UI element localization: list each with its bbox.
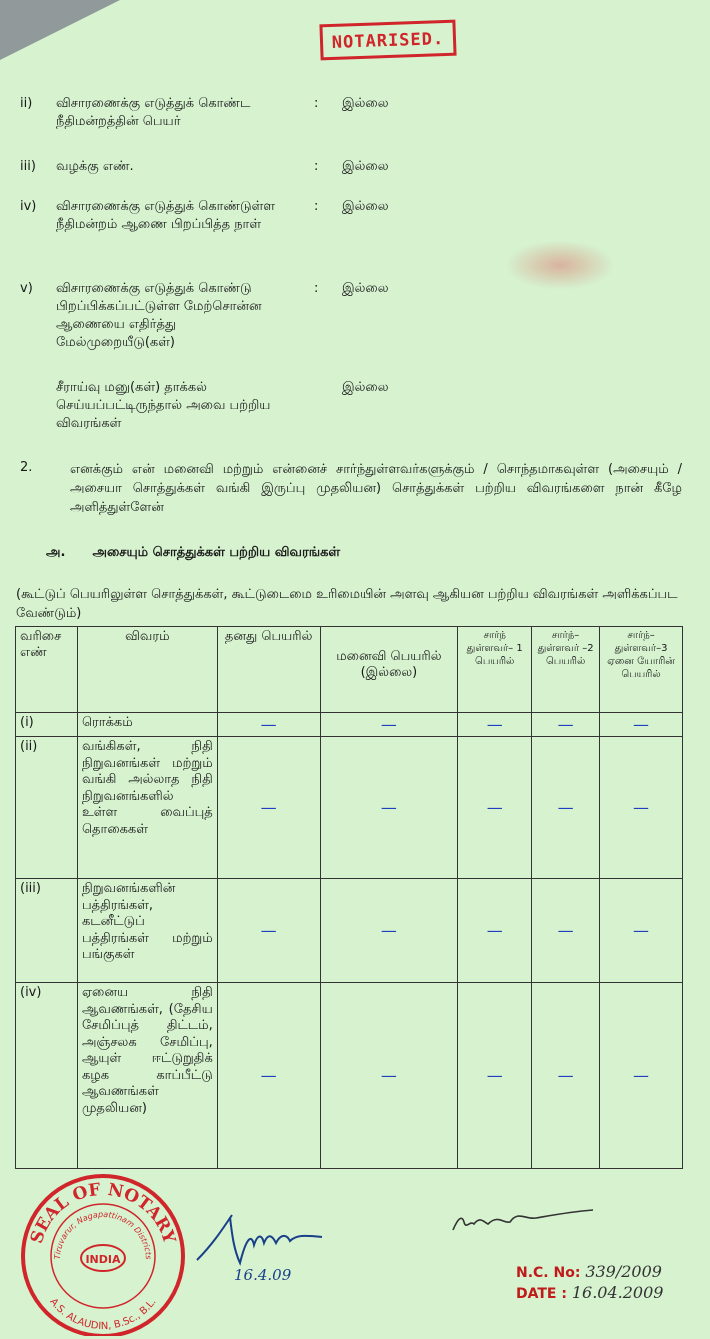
- row-value: —: [217, 713, 320, 737]
- item-colon: :: [314, 159, 319, 174]
- item-value: இல்லை: [342, 380, 389, 395]
- row-value: —: [458, 879, 532, 983]
- header-spouse: மனைவி பெயரில் (இல்லை): [320, 627, 458, 713]
- item-number: ii): [20, 96, 33, 111]
- item-label: சீராய்வு மனு(கள்) தாக்கல் செய்யப்பட்டிருந்தால் அவை பற்றிய விவரங்கள்: [56, 380, 271, 431]
- seal-top-text: SEAL OF NOTARY: [26, 1179, 180, 1246]
- row-value: —: [320, 983, 458, 1169]
- row-description: ஏனைய நிதி ஆவணங்கள், (தேசிய சேமிப்புத் திட்டம், அஞ்சலக சேமிப்பு, ஆயுள் ஈட்டுறுதிக் கழக காப்பீட்டு ஆவணங்கள் முதலியன): [77, 983, 217, 1169]
- header-dependent-1: சார்ந் துள்ளவர்– 1 பெயரில்: [458, 627, 532, 713]
- header-dependent-3: சார்ந்– துள்ளவர்–3 ஏனை யோரின் பெயரில்: [600, 627, 683, 713]
- item-colon: :: [314, 199, 319, 214]
- row-value: —: [217, 983, 320, 1169]
- date-row: [516, 1283, 663, 1304]
- nc-value: 339/2009: [585, 1262, 662, 1281]
- table-row: [16, 713, 683, 737]
- item-label: வழக்கு எண்.: [56, 159, 134, 174]
- nc-row: [516, 1262, 663, 1283]
- assets-table: [15, 626, 683, 1169]
- notary-signature: [192, 1205, 342, 1285]
- signature-date: 16.4.09: [234, 1266, 292, 1284]
- row-value: —: [532, 983, 600, 1169]
- row-value: —: [600, 879, 683, 983]
- item-value: இல்லை: [342, 199, 389, 214]
- section-paragraph: எனக்கும் என் மனைவி மற்றும் என்னைச் சார்ந்துள்ளவர்களுக்கும் / சொந்தமாகவுள்ள (அசையும் / அசையா சொத்துக்கள் வங்கி இருப்பு முதலியன) சொத்துக்கள் பற்றிய விவரங்களை நான் கீழே அளித்துள்ளேன்: [70, 462, 682, 515]
- row-value: —: [458, 983, 532, 1169]
- subsection-letter: அ.: [46, 545, 66, 560]
- seal-bottom-text: A.S. ALAUDIN, B.Sc., B.L.: [47, 1296, 159, 1333]
- notarised-stamp: NOTARISED.: [319, 20, 456, 61]
- notary-register: [516, 1262, 663, 1304]
- table-row: [16, 879, 683, 983]
- candidate-signature: [448, 1200, 598, 1240]
- subsection-heading: [46, 545, 340, 561]
- table-row: [16, 737, 683, 879]
- header-serial: வரிசை எண்: [16, 627, 78, 713]
- item-colon: :: [314, 281, 319, 296]
- row-value: —: [320, 737, 458, 879]
- table-row: [16, 983, 683, 1169]
- row-serial: (ii): [16, 737, 78, 879]
- row-value: —: [600, 983, 683, 1169]
- row-serial: (iii): [16, 879, 78, 983]
- item-value: இல்லை: [342, 159, 389, 174]
- row-value: —: [600, 713, 683, 737]
- row-description: ரொக்கம்: [77, 713, 217, 737]
- row-value: —: [217, 737, 320, 879]
- header-dependent-2: சார்ந்– துள்ளவர் –2 பெயரில்: [532, 627, 600, 713]
- notary-seal: [18, 1168, 188, 1336]
- nc-label: N.C. No:: [516, 1265, 581, 1281]
- seal-center-text: INDIA: [85, 1253, 121, 1266]
- header-self: தனது பெயரில்: [217, 627, 320, 713]
- item-number: iv): [20, 199, 37, 214]
- row-value: —: [532, 879, 600, 983]
- row-serial: (i): [16, 713, 78, 737]
- row-description: வங்கிகள், நிதி நிறுவனங்கள் மற்றும் வங்கி அல்லாத நிதி நிறுவனங்களில் உள்ள வைப்புத் தொகைகள்: [77, 737, 217, 879]
- item-label: விசாரணைக்கு எடுத்துக் கொண்டுள்ள நீதிமன்றம் ஆணை பிறப்பித்த நாள்: [56, 199, 276, 232]
- item-value: இல்லை: [342, 96, 389, 111]
- item-label: விசாரணைக்கு எடுத்துக் கொண்டு பிறப்பிக்கப்பட்டுள்ள மேற்சொன்ன ஆணையை எதிர்த்து மேல்முறையீடு(கள்): [56, 281, 262, 350]
- item-number: iii): [20, 159, 36, 174]
- row-description: நிறுவனங்களின் பத்திரங்கள், கடனீட்டுப் பத்திரங்கள் மற்றும் பங்குகள்: [77, 879, 217, 983]
- item-number: v): [20, 281, 33, 296]
- row-value: —: [217, 879, 320, 983]
- table-header-row: [16, 627, 683, 713]
- row-value: —: [458, 713, 532, 737]
- item-colon: :: [314, 96, 319, 111]
- faded-stamp-mark: [505, 240, 615, 290]
- row-value: —: [458, 737, 532, 879]
- row-value: —: [532, 713, 600, 737]
- row-value: —: [600, 737, 683, 879]
- row-value: —: [320, 879, 458, 983]
- date-value: 16.04.2009: [571, 1283, 664, 1302]
- date-label: DATE :: [516, 1286, 567, 1302]
- section-number: 2.: [20, 460, 33, 475]
- table-note: (கூட்டுப் பெயரிலுள்ள சொத்துக்கள், கூட்டுடைமை உரிமையின் அளவு ஆகியன பற்றிய விவரங்கள் அளிக்கப்பட வேண்டும்): [16, 587, 678, 621]
- item-value: இல்லை: [342, 281, 389, 296]
- page-corner-fold: [0, 0, 120, 60]
- item-label: விசாரணைக்கு எடுத்துக் கொண்ட நீதிமன்றத்தின் பெயர்: [56, 96, 251, 129]
- row-value: —: [532, 737, 600, 879]
- seal-inner-text: Tiruvarur, Nagapattinam Districts: [52, 1209, 154, 1260]
- row-serial: (iv): [16, 983, 78, 1169]
- row-value: —: [320, 713, 458, 737]
- header-description: விவரம்: [77, 627, 217, 713]
- subsection-title: அசையும் சொத்துக்கள் பற்றிய விவரங்கள்: [92, 545, 341, 560]
